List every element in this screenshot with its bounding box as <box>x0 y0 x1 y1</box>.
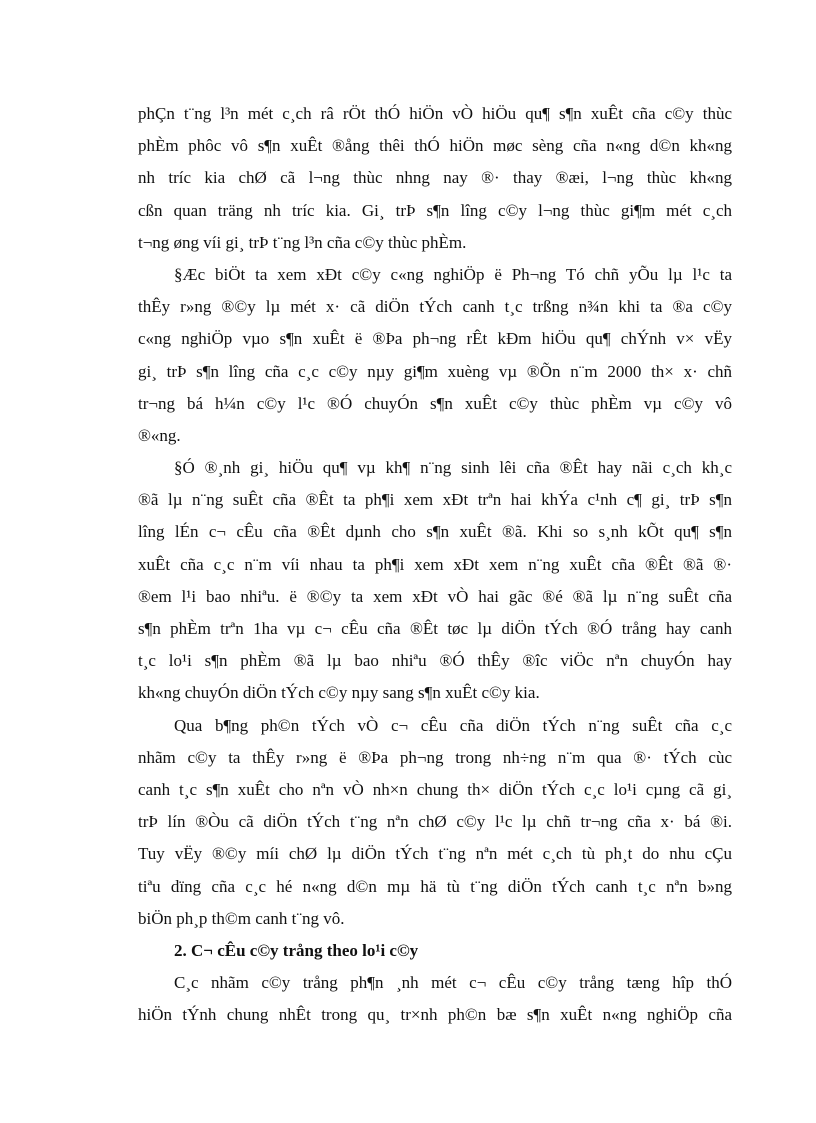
paragraph-5 <box>138 967 732 1031</box>
text-line: tr¬ng bá h¼n c©y l¹c ®Ó chuyÓn s¶n xuÊt c©y thùc phÈm vµ c©y vô <box>138 393 732 413</box>
paragraph-4 <box>138 710 732 935</box>
text-line: kh«ng chuyÓn diÖn tÝch c©y nµy sang s¶n xuÊt c©y kia. <box>138 683 540 703</box>
text-line: §Æc biÖt ta xem xÐt c©y c«ng nghiÖp ë Ph¬ng Tó chñ yÕu lµ l¹c ta <box>174 264 732 284</box>
text-line: gi¸ trÞ s¶n lîng cña c¸c c©y nµy gi¶m xuèng vµ ®Õn n¨m 2000 th× x· chñ <box>138 361 732 381</box>
section-heading: 2. C¬ cÊu c©y trång theo lo¹i c©y <box>174 940 419 960</box>
text-line: §Ó ®¸nh gi¸ hiÖu qu¶ vµ kh¶ n¨ng sinh lêi cña ®Êt hay nãi c¸ch kh¸c <box>174 458 732 478</box>
text-line: s¶n phÈm trªn 1ha vµ c¬ cÊu cña ®Êt tøc lµ diÖn tÝch ®Ó trång hay canh <box>138 619 732 638</box>
text-line: thÊy r»ng ®©y lµ mét x· cã diÖn tÝch canh t¸c trßng n¾n khi ta ®a c©y <box>138 297 732 317</box>
text-line: Tuy vËy ®©y míi chØ lµ diÖn tÝch t¨ng nªn mét c¸ch tù ph¸t do nhu cÇu <box>138 844 732 864</box>
text-line: t¸c lo¹i s¶n phÈm ®ã lµ bao nhiªu ®Ó thÊy ®îc viÖc nªn chuyÓn hay <box>138 651 732 671</box>
text-line: phÈm phôc vô s¶n xuÊt ®ång thêi thÓ hiÖn møc sèng cña n«ng d©n kh«ng <box>138 136 732 156</box>
paragraph-3 <box>138 452 732 710</box>
text-line: nh tríc kia chØ cã l¬ng thùc nhng nay ®· thay ®æi, l¬ng thùc kh«ng <box>138 168 732 188</box>
text-line: phÇn t¨ng l³n mét c¸ch râ rÖt thÓ hiÖn vÒ hiÖu qu¶ s¶n xuÊt cña c©y thùc <box>138 104 732 123</box>
text-line: trÞ lín ®Òu cã diÖn tÝch t¨ng nªn chØ c©y l¹c lµ chñ tr¬ng cña x· bá ®i. <box>138 812 732 832</box>
text-line: biÖn ph¸p th©m canh t¨ng vô. <box>138 908 345 928</box>
text-line: tiªu dïng cña c¸c hé n«ng d©n mµ hä tù t¨ng diÖn tÝch canh t¸c nªn b»ng <box>138 876 732 896</box>
text-line: nhãm c©y ta thÊy r»ng ë ®Þa ph¬ng trong nh÷ng n¨m qua ®· tÝch cùc <box>138 747 732 767</box>
paragraph-1 <box>138 98 732 259</box>
text-line: ®ã lµ n¨ng suÊt cña ®Êt ta ph¶i xem xÐt trªn hai khÝa c¹nh c¶ gi¸ trÞ s¶n <box>138 490 732 510</box>
text-line: xuÊt cña c¸c n¨m víi nhau ta ph¶i xem xÐt xem n¨ng xuÊt cña ®Êt ®ã ®· <box>138 554 732 574</box>
text-line: t¬ng øng víi gi¸ trÞ t¨ng l³n cña c©y thùc phÈm. <box>138 232 467 252</box>
text-line: hiÖn tÝnh chung nhÊt trong qu¸ tr×nh ph©n bæ s¶n xuÊt n«ng nghiÖp cña <box>138 1005 732 1025</box>
text-line: C¸c nhãm c©y trång ph¶n ¸nh mét c¬ cÊu c©y trång tæng hîp thÓ <box>174 973 732 993</box>
paragraph-2 <box>138 259 732 452</box>
text-line: canh t¸c s¶n xuÊt cho nªn vÒ nh×n chung th× diÖn tÝch c¸c lo¹i cµng cã gi¸ <box>138 779 732 799</box>
text-line: cßn quan träng nh tríc kia. Gi¸ trÞ s¶n lîng c©y l¬ng thùc gi¶m mét c¸ch <box>138 200 732 220</box>
text-line: ®em l¹i bao nhiªu. ë ®©y ta xem xÐt vÒ hai gãc ®é ®ã lµ n¨ng suÊt cña <box>138 586 732 606</box>
text-line: ®«ng. <box>138 425 181 445</box>
document-body <box>138 98 732 1031</box>
text-line: c«ng nghiÖp vµo s¶n xuÊt ë ®Þa ph¬ng rÊt kÐm hiÖu qu¶ chÝnh v× vËy <box>138 329 732 349</box>
text-line: Qua b¶ng ph©n tÝch vÒ c¬ cÊu cña diÖn tÝch n¨ng suÊt cña c¸c <box>174 715 732 735</box>
text-line: lîng lÉn c¬ cÊu cña ®Êt dµnh cho s¶n xuÊt ®ã. Khi so s¸nh kÕt qu¶ s¶n <box>138 522 732 542</box>
